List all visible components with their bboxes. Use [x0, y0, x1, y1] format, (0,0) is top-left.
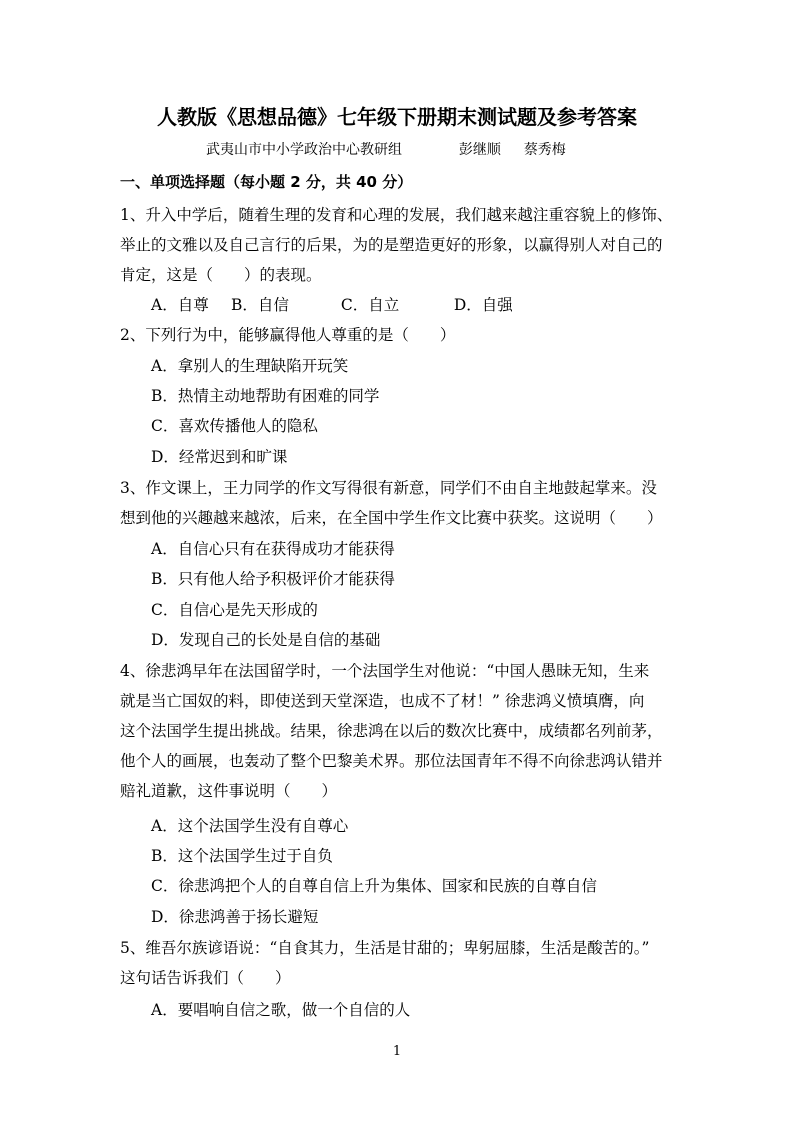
question-text-line: 这句话告诉我们（ ）: [120, 969, 291, 987]
question-text-line: 3、作文课上，王力同学的作文写得很有新意，同学们不由自主地鼓起掌来。没: [120, 479, 657, 497]
option: C．徐悲鸿把个人的自尊自信上升为集体、国家和民族的自尊自信: [151, 877, 597, 895]
question-text-line: 2、下列行为中，能够赢得他人尊重的是（ ）: [120, 326, 456, 344]
option: C．自信心是先天形成的: [151, 601, 318, 619]
question-2: [120, 320, 680, 350]
option: B．这个法国学生过于自负: [151, 847, 333, 865]
question-text-line: 5、维吾尔族谚语说：“自食其力，生活是甘甜的；卑躬屈膝，生活是酸苦的。”: [120, 939, 650, 957]
author-line: [206, 140, 566, 160]
option: A．拿别人的生理缺陷开玩笑: [151, 357, 349, 375]
author-name: 彭继顺: [458, 142, 501, 158]
option: A．这个法国学生没有自尊心: [151, 817, 349, 835]
option: B．热情主动地帮助有困难的同学: [151, 387, 380, 405]
question-3: [120, 473, 680, 533]
option: C．喜欢传播他人的隐私: [151, 417, 318, 435]
question-5: [120, 933, 680, 993]
question-4: [120, 656, 680, 806]
option: D．徐悲鸿善于扬长避短: [151, 908, 319, 926]
question-1: [120, 200, 680, 290]
page-number: 1: [392, 1044, 402, 1059]
author-org: 武夷山市中小学政治中心教研组: [206, 142, 402, 158]
option: D．发现自己的长处是自信的基础: [151, 631, 381, 649]
question-1-options: [151, 290, 513, 320]
question-text-line: 肯定，这是（ ）的表现。: [120, 266, 322, 284]
option: A．要唱响自信之歌，做一个自信的人: [151, 1001, 411, 1019]
option: A．自信心只有在获得成功才能获得: [151, 540, 395, 558]
author-name: 蔡秀梅: [523, 142, 566, 158]
document-title: 人教版《思想品德》七年级下册期末测试题及参考答案: [157, 105, 637, 129]
question-text-line: 赔礼道歉，这件事说明（ ）: [120, 782, 338, 800]
question-text-line: 想到他的兴趣越来越浓，后来，在全国中学生作文比赛中获奖。这说明（ ）: [120, 509, 663, 527]
question-text-line: 这个法国学生提出挑战。结果，徐悲鸿在以后的数次比赛中，成绩都名列前茅，: [120, 722, 663, 740]
question-text-line: 举止的文雅以及自己言行的后果，为的是塑造更好的形象，以赢得别人对自己的: [120, 236, 663, 254]
question-text-line: 他个人的画展，也轰动了整个巴黎美术界。那位法国青年不得不向徐悲鸿认错并: [120, 752, 663, 770]
option: C．自立: [340, 296, 400, 314]
option: A．自尊: [151, 296, 209, 314]
option: B．自信: [230, 296, 289, 314]
question-text-line: 1、升入中学后，随着生理的发育和心理的发展，我们越来越注重容貌上的修饰、: [120, 206, 673, 224]
option: D．经常迟到和旷课: [151, 448, 288, 466]
option: B．只有他人给予积极评价才能获得: [151, 570, 395, 588]
option: D．自强: [453, 296, 513, 314]
question-text-line: 4、徐悲鸿早年在法国留学时，一个法国学生对他说：“中国人愚昧无知，生来: [120, 662, 650, 680]
section-heading: 一、单项选择题（每小题 2 分，共 40 分）: [120, 173, 413, 191]
question-text-line: 就是当亡国奴的料，即使送到天堂深造，也成不了材！” 徐悲鸿义愤填膺，向: [120, 692, 645, 710]
